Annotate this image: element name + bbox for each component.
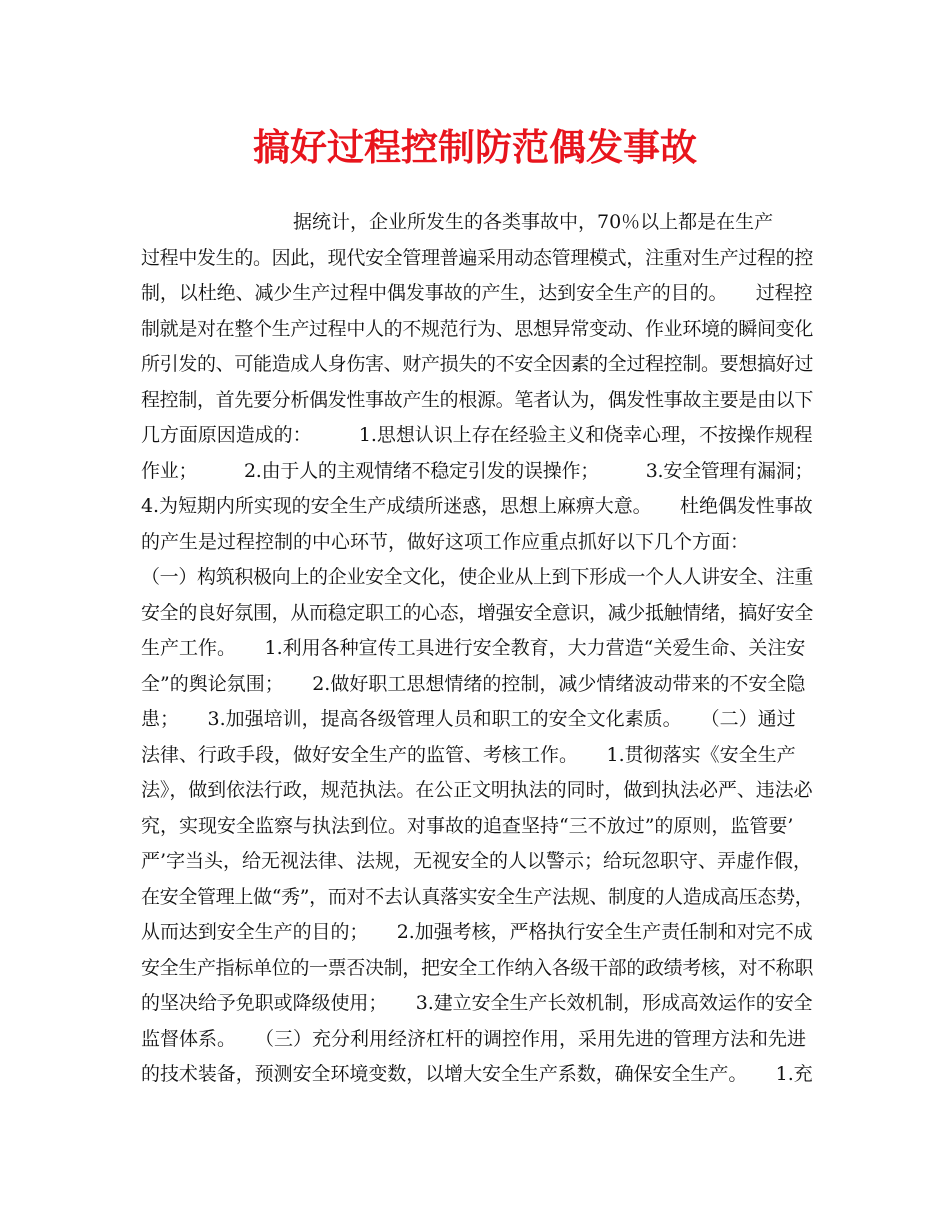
body-line: 生产工作。 1.利用各种宣传工具进行安全教育，大力营造“关爱生命、关注安 xyxy=(141,637,806,659)
body-line: 究，实现安全监察与执法到位。对事故的追查坚持“三不放过”的原则，监管要’ xyxy=(141,814,794,837)
body-line: 据统计，企业所发生的各类事故中，70％以上都是在生产 xyxy=(141,211,774,233)
body-line: 安全生产指标单位的一票否决制，把安全工作纳入各级干部的政绩考核，对不称职 xyxy=(141,956,813,979)
body-line: 法律、行政手段，做好安全生产的监管、考核工作。 1.贯彻落实《安全生产 xyxy=(141,743,796,766)
body-line: 制就是对在整个生产过程中人的不规范行为、思想异常变动、作业环境的瞬间变化 xyxy=(141,317,813,340)
body-line: 严’字当头，给无视法律、法规，无视安全的人以警示；给玩忽职守、弄虚作假， xyxy=(141,850,813,872)
body-line: 的产生是过程控制的中心环节，做好这项工作应重点抓好以下几个方面： xyxy=(141,530,750,553)
body-line: 制，以杜绝、减少生产过程中偶发事故的产生，达到安全生产的目的。 过程控 xyxy=(141,282,813,304)
body-line: 4.为短期内所实现的安全生产成绩所迷惑，思想上麻痹大意。 杜绝偶发性事故 xyxy=(141,495,813,517)
body-line: 监督体系。 （三）充分利用经济杠杆的调控作用，采用先进的管理方法和先进 xyxy=(141,1027,807,1050)
body-line: 所引发的、可能造成人身伤害、财产损失的不安全因素的全过程控制。要想搞好过 xyxy=(141,353,813,375)
body-line: 作业； 2.由于人的主观情绪不稳定引发的误操作； 3.安全管理有漏洞； xyxy=(141,459,813,482)
document-title: 搞好过程控制防范偶发事故 xyxy=(253,125,697,169)
body-line: 安全的良好氛围，从而稳定职工的心态，增强安全意识，减少抵触情绪，搞好安全 xyxy=(141,601,813,624)
body-line: 患； 3.加强培训，提高各级管理人员和职工的安全文化素质。 （二）通过 xyxy=(141,708,796,730)
body-line: 程控制，首先要分析偶发性事故产生的根源。笔者认为，偶发性事故主要是由以下 xyxy=(141,388,813,411)
body-line: 几方面原因造成的： 1.思想认识上存在经验主义和侥幸心理，不按操作规程 xyxy=(141,424,813,446)
body-line: （一）构筑积极向上的企业安全文化，使企业从上到下形成一个人人讲安全、注重 xyxy=(141,566,813,588)
body-line: 过程中发生的。因此，现代安全管理普遍采用动态管理模式，注重对生产过程的控 xyxy=(141,246,813,269)
body-line: 的技术装备，预测安全环境变数，以增大安全生产系数，确保安全生产。 1.充 xyxy=(141,1063,813,1085)
body-line: 全”的舆论氛围； 2.做好职工思想情绪的控制，减少情绪波动带来的不安全隐 xyxy=(141,672,806,695)
body-line: 从而达到安全生产的目的； 2.加强考核，严格执行安全生产责任制和对完不成 xyxy=(141,921,813,943)
document-body xyxy=(141,205,813,1093)
body-line: 在安全管理上做“秀”，而对不去认真落实安全生产法规、制度的人造成高压态势， xyxy=(141,885,813,908)
body-line: 的坚决给予免职或降级使用； 3.建立安全生产长效机制，形成高效运作的安全 xyxy=(141,992,813,1014)
body-line: 法》，做到依法行政，规范执法。在公正文明执法的同时，做到执法必严、违法必 xyxy=(141,779,813,801)
